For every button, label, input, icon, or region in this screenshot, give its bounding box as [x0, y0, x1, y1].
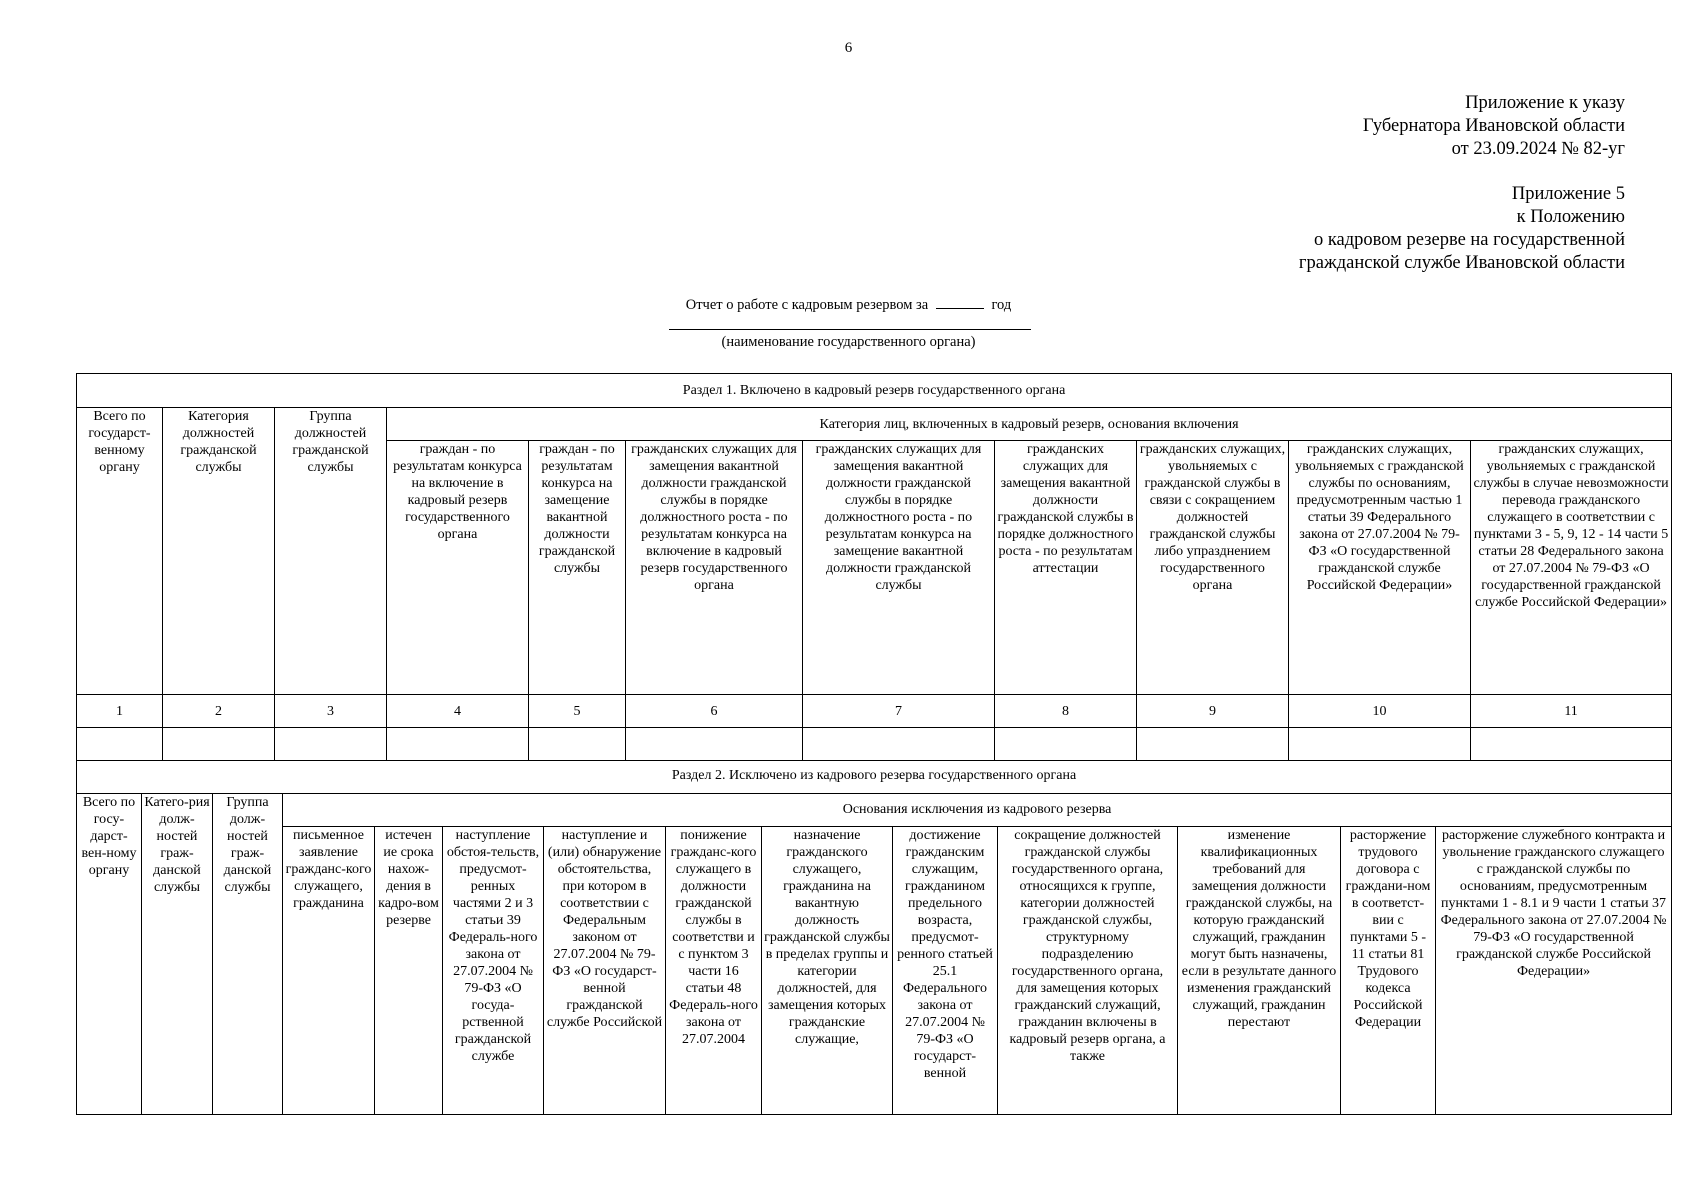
section2-subheader: истечен ие срока нахож-дения в кадро-вом резерве [375, 826, 443, 1114]
section1-subheader: гражданских служащих для замещения вакантной должности гражданской службы в порядке должностного роста - по результатам аттестации [995, 441, 1137, 695]
decree-annex-line: от 23.09.2024 № 82-уг [1451, 139, 1625, 159]
page-number: 6 [844, 40, 853, 56]
empty-cell [387, 728, 529, 761]
regulation-annex-line: гражданской службе Ивановской области [1298, 253, 1625, 273]
year-blank-field [936, 296, 984, 309]
section1-col-group: Группа должностей гражданской службы [275, 408, 387, 695]
regulation-annex-line: Приложение 5 [1511, 184, 1625, 204]
decree-annex-line: Приложение к указу [1465, 93, 1625, 113]
decree-annex-heading [1363, 92, 1625, 161]
section2-col-category: Катего-рия долж-ностей граж-данской службы [142, 793, 213, 1114]
report-title-text: Отчет о работе с кадровым резервом за [685, 297, 929, 313]
section2-subheader: наступление и (или) обнаружение обстоятельства, при котором в соответствии с Федеральным законом от 27.07.2004 № 79-ФЗ «О государст-венной гражданской службе Российской [544, 826, 666, 1114]
section1-title-row [77, 374, 1672, 408]
section2-subheader: понижение граждaнс-кого служащего в должности гражданской службы в соответстви и с пунктом 3 части 16 статьи 48 Федераль-ного закона от 27.07.2004 [666, 826, 762, 1114]
report-title-year-word: год [991, 297, 1012, 313]
section2-title-row [77, 759, 1672, 793]
section2-col-group: Группа долж-ностей граж-данской службы [213, 793, 283, 1114]
section1-subheader: граждан - по результатам конкурса на замещение вакантной должности гражданской службы [529, 441, 626, 695]
section1-table [76, 373, 1672, 761]
org-name-blank-line [669, 329, 1031, 330]
decree-annex-line: Губернатора Ивановской области [1362, 116, 1625, 136]
section1-header-row [77, 408, 1672, 441]
section1-subheader: гражданских служащих для замещения вакантной должности гражданской службы в порядке должностного роста - по результатам конкурса на включение в кадровый резерв государственного органа [626, 441, 803, 695]
org-name-caption: (наименование государственного органа) [721, 334, 976, 350]
column-number: 1 [77, 695, 163, 728]
section1-subheader: гражданских служащих, увольняемых с гражданской службы по основаниям, предусмотренным частью 1 статьи 39 Федерального закона от 27.07.2004 № 79-ФЗ «О государственной гражданской службе Российской Федерации» [1289, 441, 1471, 695]
section2-subheader-row [77, 826, 1672, 1114]
section1-col-total: Всего по государст-венному органу [77, 408, 163, 695]
column-number: 3 [275, 695, 387, 728]
empty-cell [1289, 728, 1471, 761]
column-number: 8 [995, 695, 1137, 728]
section2-subheader: письменное заявление граждaнс-кого служащего, гражданина [283, 826, 375, 1114]
section2-subheader: достижение гражданским служащим, гражданином предельного возраста, предусмот-ренного статьей 25.1 Федерального закона от 27.07.2004 № 79-ФЗ «О государст-венной [893, 826, 998, 1114]
section2-subheader: назначение гражданского служащего, гражданина на вакантную должность гражданской службы в пределах группы и категории должностей, для замещения которых гражданские служащие, [762, 826, 893, 1114]
section1-title: Раздел 1. Включено в кадровый резерв государственного органа [77, 374, 1672, 408]
empty-cell [77, 728, 163, 761]
section1-subheader: граждан - по результатам конкурса на включение в кадровый резерв государственного органа [387, 441, 529, 695]
section1-empty-data-row [77, 728, 1672, 761]
empty-cell [163, 728, 275, 761]
column-number: 2 [163, 695, 275, 728]
section2-title: Раздел 2. Исключено из кадрового резерва государственного органа [77, 759, 1672, 793]
report-title [0, 296, 1697, 314]
section2-group-header: Основания исключения из кадрового резерва [283, 793, 1672, 826]
column-number: 10 [1289, 695, 1471, 728]
section2-subheader: расторжение служебного контракта и увольнение гражданского служащего с гражданской службы по основаниям, предусмотренным пунктами 1 - 8.1 и 9 части 1 статьи 37 Федерального закона от 27.07.2004 № 79-ФЗ «О государственной гражданской службе Российской Федерации» [1436, 826, 1672, 1114]
column-number: 9 [1137, 695, 1289, 728]
section2-table [76, 759, 1672, 1115]
regulation-annex-heading [1299, 183, 1625, 275]
section2-col-total: Всего по госу-дарст-вен-ному органу [77, 793, 142, 1114]
column-number: 11 [1471, 695, 1672, 728]
regulation-annex-line: о кадровом резерве на государственной [1313, 230, 1625, 250]
section2-subheader: расторжение трудового договора с граждани-ном в соответст-вии с пунктами 5 - 11 статьи 81 Трудового кодекса Российской Федерации [1341, 826, 1436, 1114]
empty-cell [529, 728, 626, 761]
section2-subheader: изменение квалификационных требований для замещения должности гражданской службы, на которую гражданский служащий, гражданин могут быть назначены, если в результате данного изменения гражданский служащий, гражданин перестают [1178, 826, 1341, 1114]
section2-subheader: наступление обстоя-тельств, предусмот-ренных частями 2 и 3 статьи 39 Федераль-ного закона от 27.07.2004 № 79-ФЗ «О госуда-рственной гражданской службе [443, 826, 544, 1114]
empty-cell [1137, 728, 1289, 761]
section1-subheader: гражданских служащих для замещения вакантной должности гражданской службы в порядке должностного роста - по результатам конкурса на замещение вакантной должности гражданской службы [803, 441, 995, 695]
section1-subheader: гражданских служащих, увольняемых с гражданской службы в случае невозможности перевода гражданского служащего в соответствии с пунктами 3 - 5, 9, 12 - 14 части 5 статьи 28 Федерального закона от 27.07.2004 № 79-ФЗ «О государственной гражданской службе Российской Федерации» [1471, 441, 1672, 695]
empty-cell [275, 728, 387, 761]
section2-subheader: сокращение должностей гражданской службы государственного органа, относящихся к группе, категории должностей гражданской службы, структурному подразделению государственного органа, для замещения которых гражданский служащий, гражданин включены в кадровый резерв органа, а также [998, 826, 1178, 1114]
section1-numbers-row [77, 695, 1672, 728]
section2-header-row [77, 793, 1672, 826]
section1-subheader: гражданских служащих, увольняемых с гражданской службы в связи с сокращением должностей гражданской службы либо упразднением государственного органа [1137, 441, 1289, 695]
empty-cell [1471, 728, 1672, 761]
section1-col-category: Категория должностей гражданской службы [163, 408, 275, 695]
empty-cell [626, 728, 803, 761]
column-number: 5 [529, 695, 626, 728]
empty-cell [995, 728, 1137, 761]
regulation-annex-line: к Положению [1516, 207, 1625, 227]
section1-group-header: Категория лиц, включенных в кадровый резерв, основания включения [387, 408, 1672, 441]
column-number: 6 [626, 695, 803, 728]
column-number: 7 [803, 695, 995, 728]
empty-cell [803, 728, 995, 761]
column-number: 4 [387, 695, 529, 728]
